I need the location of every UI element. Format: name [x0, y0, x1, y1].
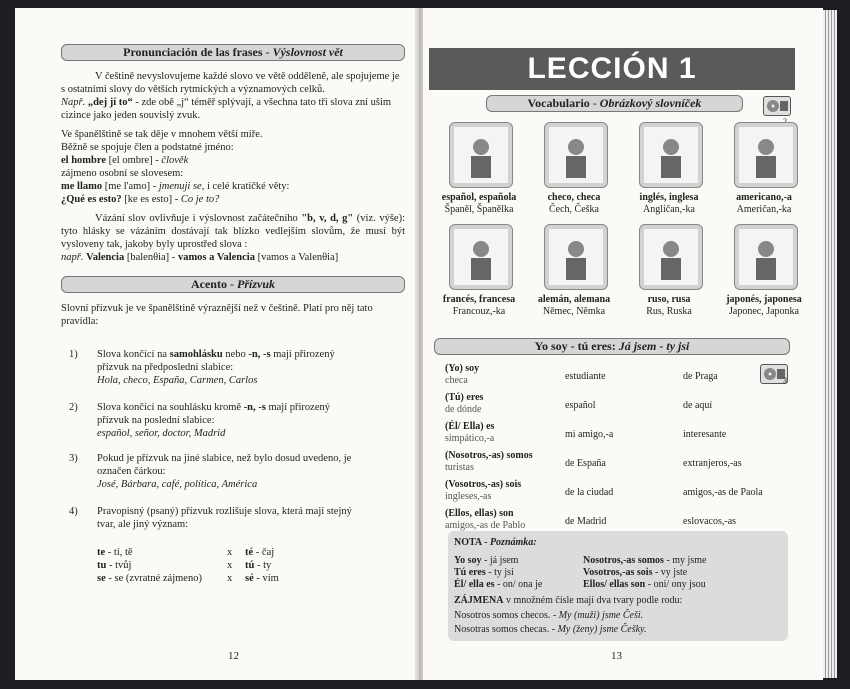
table-middle: mi amigo,-a	[565, 429, 614, 440]
vocab-label	[716, 294, 812, 318]
pair-word: se - se (zvratné zájmeno)	[97, 573, 202, 584]
pair-word: sé - vím	[245, 573, 279, 584]
vocab-czech: Francouz,-ka	[452, 306, 506, 317]
vocab-label	[716, 192, 812, 216]
note-row-right: Vosotros,-as sois - vy jste	[583, 567, 688, 578]
vocab-czech: Němec, Němka	[542, 306, 606, 317]
paragraph: zájmeno osobní se slovesem:	[61, 168, 184, 179]
illustration-image	[549, 229, 603, 285]
paragraph: Běžně se spojuje člen a podstatné jméno:	[61, 142, 234, 153]
note-row-right: Nosotros,-as somos - my jsme	[583, 555, 707, 566]
cd-track-number: 3	[783, 376, 787, 385]
vocab-czech: Angličan,-ka	[643, 204, 695, 215]
vocab-illustration	[544, 224, 608, 290]
table-right: amigos,-as de Paola	[683, 487, 763, 498]
pair-separator: x	[227, 547, 233, 558]
rule-number: 3)	[69, 453, 78, 464]
table-subitem: turistas	[445, 462, 474, 473]
vocab-spanish: español, española	[441, 192, 517, 203]
pronunciation-text	[61, 70, 405, 264]
table-right: eslovacos,-as	[683, 516, 737, 527]
right-page	[423, 8, 823, 680]
left-page	[15, 8, 415, 680]
vocab-illustration	[639, 122, 703, 188]
page-edges	[823, 10, 837, 678]
pair-word: te - ti, tě	[97, 547, 133, 558]
page-number: 13	[611, 650, 622, 662]
example-line: ¿Qué es esto? [ke es esto] - Co je to?	[61, 194, 220, 205]
vocab-czech: Američan,-ka	[736, 204, 792, 215]
pair-word: té - čaj	[245, 547, 275, 558]
paragraph: Vázání slov ovlivňuje i výslovnost začátečního "b, v, d, g" (viz. výše): tyto hlásky se vázáním dostávají tak blízko vedlejším slovům, že musí být vysloveny tak, jakoby byly uprostřed slova :	[61, 213, 405, 250]
note-row-left: Tú eres - ty jsi	[454, 567, 514, 578]
section-header-accent: Acento - Přízvuk	[61, 276, 405, 293]
vocab-spanish: checo, checa	[547, 192, 601, 203]
illustration-image	[454, 127, 508, 183]
example-line: el hombre [el ombre] - člověk	[61, 155, 189, 166]
accent-intro: Slovní přízvuk je ve španělštině výraznější než v češtině. Platí pro něj tato pravidla:	[61, 303, 373, 327]
vocab-illustration	[449, 224, 513, 290]
note-row-left: Él/ ella es - on/ ona je	[454, 579, 543, 590]
illustration-image	[644, 229, 698, 285]
pair-word: tu - tvůj	[97, 560, 132, 571]
table-subitem: de dónde	[445, 404, 482, 415]
table-subitem: checa	[445, 375, 468, 386]
table-right: extranjeros,-as	[683, 458, 742, 469]
note-example: Nosotras somos checas. - My (ženy) jsme Češky.	[454, 624, 647, 635]
vocab-czech: Rus, Ruska	[646, 306, 692, 317]
pair-separator: x	[227, 560, 233, 571]
rule-number: 4)	[69, 506, 78, 517]
vocab-illustration	[734, 122, 798, 188]
pair-word: tú - ty	[245, 560, 272, 571]
note-row-right: Ellos/ ellas son - oni/ ony jsou	[583, 579, 706, 590]
table-subitem: amigos,-as de Pablo	[445, 520, 526, 531]
rule-text: Slova končící na souhlásku kromě -n, -s mají přirozený přízvuk na poslední slabice: español, señor, doctor, Madrid	[97, 402, 331, 439]
illustration-image	[739, 229, 793, 285]
table-pronoun: (Vosotros,-as) sois	[445, 479, 522, 490]
table-pronoun: (Tú) eres	[445, 392, 484, 403]
section-header-yo-soy: Yo soy - tú eres: Já jsem - ty jsi	[434, 338, 790, 355]
page-number: 12	[228, 650, 239, 662]
rule-number: 2)	[69, 402, 78, 413]
vocab-label	[431, 294, 527, 318]
vocab-label	[621, 294, 717, 318]
vocab-label	[431, 192, 527, 216]
illustration-image	[454, 229, 508, 285]
table-middle: de España	[565, 458, 606, 469]
lesson-banner: LECCIÓN 1	[429, 48, 795, 90]
note-example: Nosotros somos checos. - My (muži) jsme Češi.	[454, 610, 644, 621]
note-box	[448, 531, 788, 641]
pair-separator: x	[227, 573, 233, 584]
vocab-illustration	[449, 122, 513, 188]
vocab-czech: Čech, Češka	[549, 204, 599, 215]
illustration-image	[549, 127, 603, 183]
rule-text: Pokud je přízvuk na jiné slabice, než bylo dosud uvedeno, je označen čárkou: José, Bárbara, café, política, América	[97, 453, 352, 490]
example-line: me llamo [me l'amo] - jmenuji se, i celé kratičké věty:	[61, 181, 290, 192]
table-right: de Praga	[683, 371, 718, 382]
table-middle: de Madrid	[565, 516, 607, 527]
table-middle: estudiante	[565, 371, 606, 382]
vocab-illustration	[734, 224, 798, 290]
table-subitem: simpático,-a	[445, 433, 495, 444]
vocab-spanish: americano,-a	[736, 192, 792, 203]
vocab-illustration	[544, 122, 608, 188]
table-pronoun: (Yo) soy	[445, 363, 480, 374]
vocab-spanish: alemán, alemana	[537, 294, 611, 305]
cd-track-icon	[763, 96, 791, 116]
table-subitem: ingleses,-as	[445, 491, 492, 502]
rule-text: Slova končící na samohlásku nebo -n, -s mají přirozený přízvuk na předposlední slabice: Hola, checo, España, Carmen, Carlos	[97, 349, 335, 386]
note-row-left: Yo soy - já jsem	[454, 555, 519, 566]
paragraph: Ve španělštině se tak děje v mnohem větší míře.	[61, 129, 263, 140]
table-pronoun: (Nosotros,-as) somos	[445, 450, 533, 461]
table-pronoun: (Él/ Ella) es	[445, 421, 495, 432]
table-right: de aquí	[683, 400, 713, 411]
vocab-spanish: inglés, inglesa	[639, 192, 699, 203]
paragraph: V češtině nevyslovujeme každé slovo ve větě odděleně, ale spojujeme je s ostatními slovy do větších rytmických a významových celků.	[61, 71, 400, 95]
paragraph: Např. „dej jí to“ - zde obě „j“ téměř splývají, a všechna tato tři slova zní ušim cizince jako jeden souvislý zvuk.	[61, 97, 392, 121]
table-middle: español	[565, 400, 596, 411]
rule-number: 1)	[69, 349, 78, 360]
section-header-vocabulary: Vocabulario - Obrázkový slovníček	[486, 95, 743, 112]
table-middle: de la ciudad	[565, 487, 614, 498]
rule-text: Pravopisný (psaný) přízvuk rozlišuje slova, která mají stejný tvar, ale jiný význam:	[97, 506, 352, 530]
vocab-label	[526, 192, 622, 216]
vocab-spanish: francés, francesa	[442, 294, 516, 305]
illustration-image	[644, 127, 698, 183]
table-pronoun: (Ellos, ellas) son	[445, 508, 514, 519]
vocab-czech: Španěl, Španělka	[444, 204, 514, 215]
table-right: interesante	[683, 429, 727, 440]
example-line: např. Valencia [balenθia] - vamos a Valencia [vamos a Valenθia]	[61, 252, 339, 263]
note-zajmena: ZÁJMENA v množném čísle mají dva tvary podle rodu:	[454, 595, 683, 606]
vocab-spanish: japonés, japonesa	[726, 294, 802, 305]
vocab-spanish: ruso, rusa	[647, 294, 691, 305]
note-title: NOTA - Poznámka:	[454, 537, 537, 548]
vocab-illustration	[639, 224, 703, 290]
vocab-czech: Japonec, Japonka	[729, 306, 799, 317]
vocab-label	[526, 294, 622, 318]
illustration-image	[739, 127, 793, 183]
section-header-pronunciation: Pronunciación de las frases - Výslovnost vět	[61, 44, 405, 61]
vocab-label	[621, 192, 717, 216]
